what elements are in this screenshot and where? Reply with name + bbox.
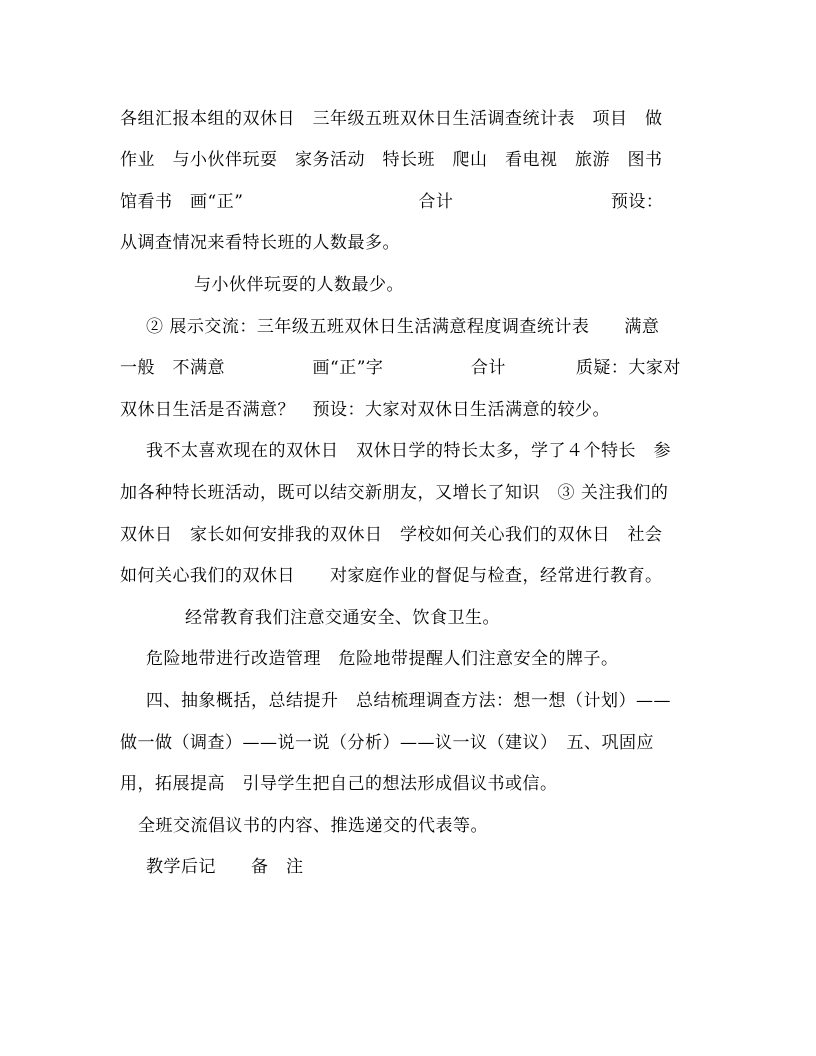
text-line: ② 展示交流：三年级五班双休日生活满意程度调查统计表 满意 [146,317,660,337]
text-line: 经常教育我们注意交通安全、饮食卫生。 [185,608,500,628]
text-line: 全班交流倡议书的内容、推选递交的代表等。 [138,816,488,836]
text-line: 加各种特长班活动，既可以结交新朋友，又增长了知识 ③ 关注我们的 [120,483,669,503]
text-line: 如何关心我们的双休日 对家庭作业的督促与检查，经常进行教育。 [120,566,663,586]
text-line: 双休日 家长如何安排我的双休日 学校如何关心我们的双休日 社会 [120,525,663,545]
text-line: 教学后记 备 注 [146,857,304,877]
text-line: 双休日生活是否满意？ 预设：大家对双休日生活满意的较少。 [120,400,610,420]
text-line: 一般 不满意 画“正”字 合计 质疑：大家对 [120,358,681,378]
text-line: 做一做（调查）——说一说（分析）——议一议（建议） 五、巩固应 [120,733,654,753]
text-line: 危险地带进行改造管理 危险地带提醒人们注意安全的牌子。 [146,649,619,669]
text-line: 各组汇报本组的双休日 三年级五班双休日生活调查统计表 项目 做 [120,109,663,129]
text-line: 我不太喜欢现在的双休日 双休日学的特长太多，学了４个特长 参 [146,441,671,461]
text-line: 用，拓展提高 引导学生把自己的想法形成倡议书或信。 [120,774,558,794]
text-line: 馆看书 画“正” 合计 预设： [120,192,664,212]
text-line: 四、抽象概括，总结提升 总结梳理调查方法：想一想（计划）—— [146,691,671,711]
text-line: 从调查情况来看特长班的人数最多。 [120,233,400,253]
text-line: 与小伙伴玩耍的人数最少。 [194,275,404,295]
text-line: 作业 与小伙伴玩耍 家务活动 特长班 爬山 看电视 旅游 图书 [120,150,663,170]
